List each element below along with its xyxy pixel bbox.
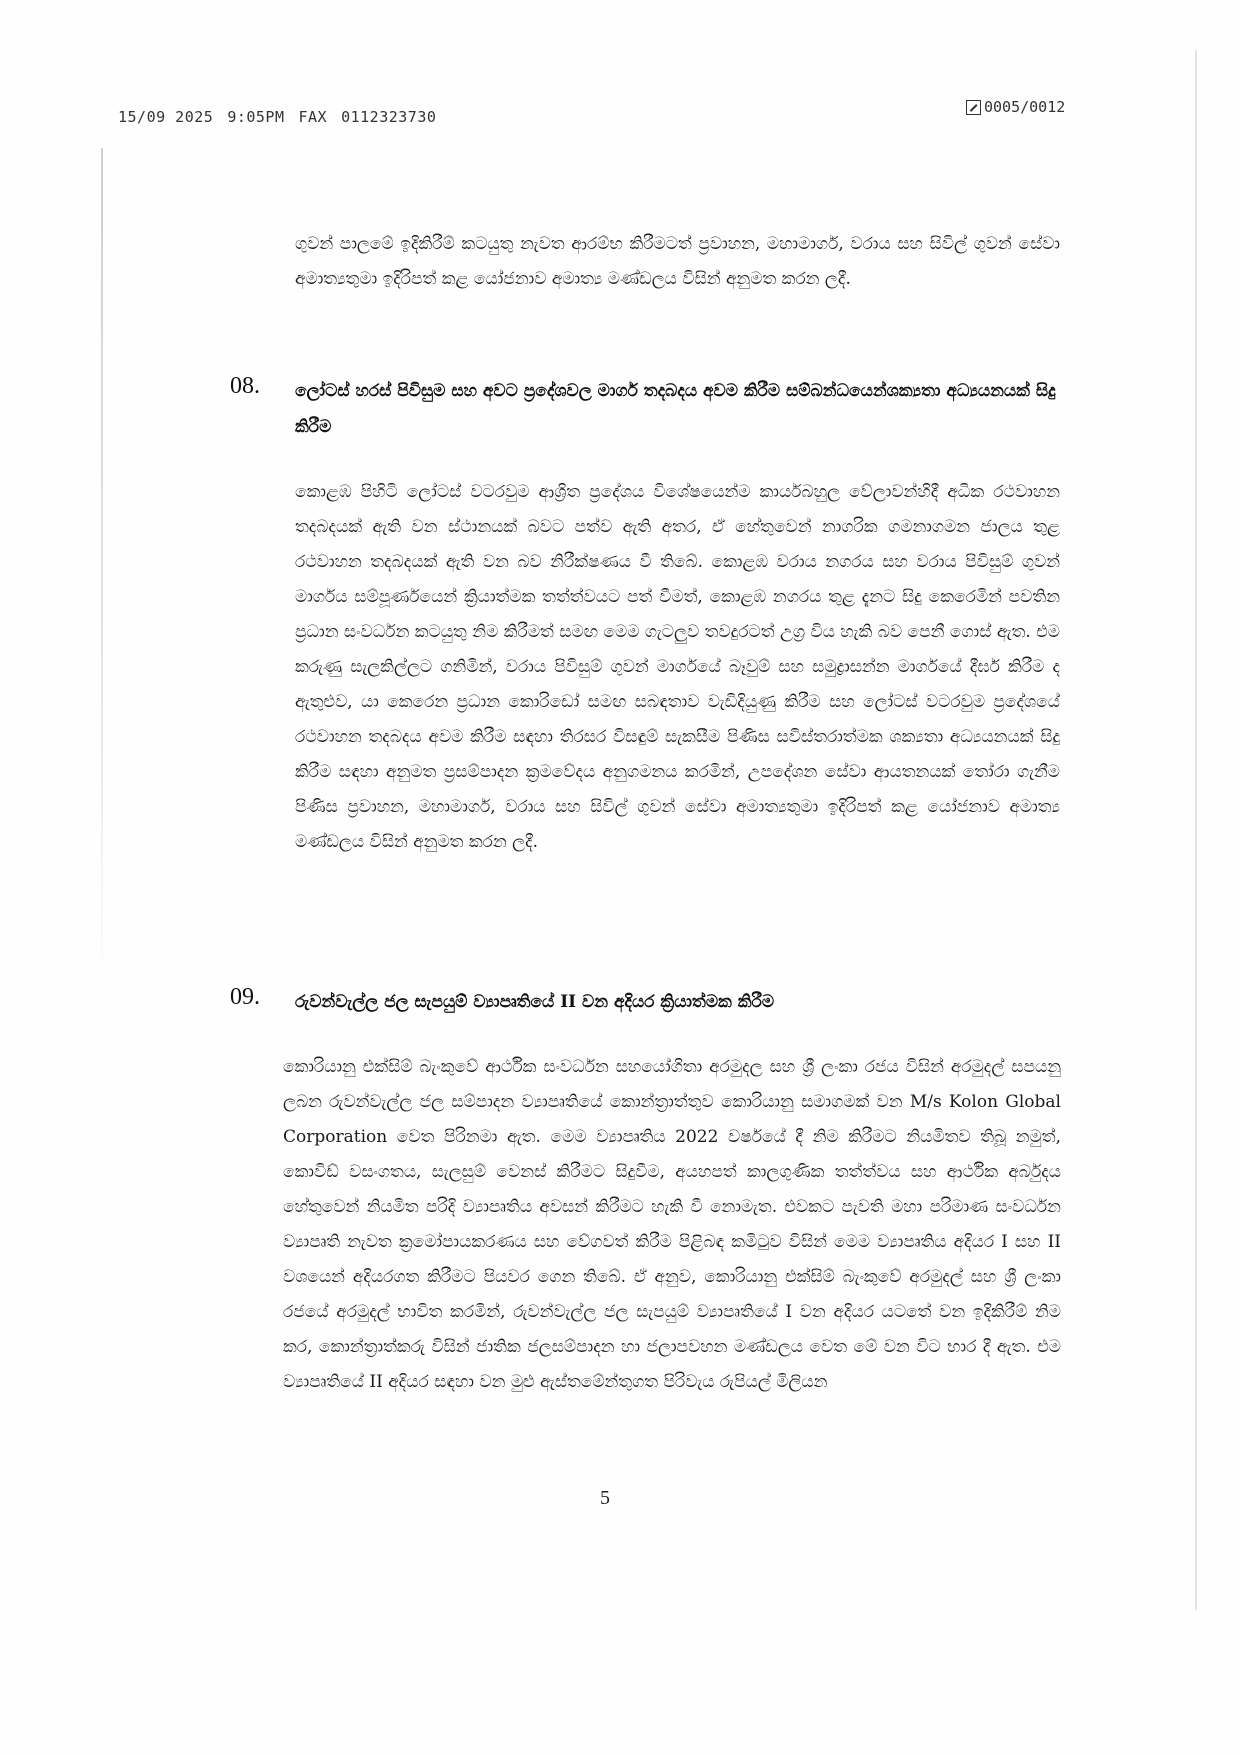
fax-number: 0112323730 bbox=[341, 108, 437, 126]
fax-time: 9:05PM bbox=[227, 108, 285, 126]
section-title-09: රුවන්වැල්ල ජල සැපයුම් ව්‍යාපෘතියේ II වන අදියර ක්‍රියාත්මක කිරීම bbox=[295, 992, 775, 1012]
section-body-08: කොළඹ පිහිටි ලෝටස් වටරවුම ආශ්‍රිත ප්‍රදේශය විශේෂයෙන්ම කාර්යබහුල වේලාවන්හිදී අධික රථවාහන තදබදයක් ඇති වන ස්ථානයක් බවට පත්ව ඇති අතර, ඒ හේතුවෙන් නාගරික ගමනාගමන ජාලය තුළ රථවාහන තදබදයක් ඇති වන බව නිරීක්ෂණය වී තිබේ. කොළඹ වරාය නගරය සහ වරාය පිවිසුම් ගුවන් මාර්ගය සම්පූර්ණයෙන් ක්‍රියාත්මක තත්ත්වයට පත් වීමත්, කොළඹ නගරය තුළ දැනට සිදු කෙරෙමින් පවතින ප්‍රධාන සංවර්ධන කටයුතු නිම කිරීමත් සමඟ මෙම ගැටලුව තවදුරටත් උග්‍ර විය හැකි බව පෙනී ගොස් ඇත. එම කරුණු සැලකිල්ලට ගනිමින්, වරාය පිවිසුම් ගුවන් මාර්ගයේ බෑවුම් සහ සමුද්‍රාසන්න මාර්ගයේ දීර්ඝ කිරීම ද ඇතුළුව, යා කෙරෙන ප්‍රධාන කොරිඩෝ සමඟ සබඳතාව වැඩිදියුණු කිරීම සහ ලෝටස් වටරවුම ප්‍රදේශයේ රථවාහන තදබදය අවම කිරීම සඳහා තිරසර විසඳුම් සැකසීම පිණිස සවිස්තරාත්මක ශක්‍යතා අධ්‍යයනයක් සිදු කිරීම සඳහා අනුමත ප්‍රසම්පාදන ක්‍රමවේදය අනුගමනය කරමින්, උපදේශන සේවා ආයතනයක් තෝරා ගැනීම පිණිස ප්‍රවාහන, මහාමාර්ග, වරාය සහ සිවිල් ගුවන් සේවා අමාත්‍යතුමා ඉදිරිපත් කළ යෝජනාව අමාත්‍ය මණ්ඩලය විසින් අනුමත කරන ලදී. bbox=[295, 482, 1060, 852]
section-number-08: 08. bbox=[230, 373, 260, 399]
section-number-09: 09. bbox=[230, 984, 260, 1010]
scan-edge-left bbox=[101, 148, 103, 988]
section-title-08: ලෝටස් හරස් පිවිසුම සහ අවට ප්‍රදේශවල මාර්ග තදබදය අවම කිරීම සම්බන්ධයෙන්ශක්‍යතා අධ්‍යයනයක් සිදු කිරීම bbox=[295, 381, 1056, 437]
fax-check-icon bbox=[966, 100, 981, 115]
fax-page-counter bbox=[966, 98, 1065, 116]
fax-header bbox=[118, 108, 450, 126]
page-number: 5 bbox=[600, 1487, 610, 1509]
fax-page-counter-text: 0005/0012 bbox=[984, 98, 1066, 116]
scan-edge-right bbox=[1195, 50, 1197, 1610]
section-body-09: කොරියානු එක්සිම් බැංකුවේ ආර්ථික සංවර්ධන සහයෝගිතා අරමුදල සහ ශ්‍රී ලංකා රජය විසින් අරමුදල් සපයනු ලබන රුවන්වැල්ල ජල සම්පාදන ව්‍යාපෘතියේ කොන්ත්‍රාත්තුව කොරියානු සමාගමක් වන M/s Kolon Global Corporation වෙත පිරිනමා ඇත. මෙම ව්‍යාපෘතිය 2022 වර්ෂයේ දී නිම කිරීමට නියමිතව තිබූ නමුත්, කොවිඩ් වසංගතය, සැලසුම් වෙනස් කිරීමට සිදුවීම, අයහපත් කාලගුණික තත්ත්වය සහ ආර්ථික අර්බුදය හේතුවෙන් නියමිත පරිදි ව්‍යාපෘතිය අවසන් කිරීමට හැකි වී නොමැත. එවකට පැවති මහා පරිමාණ සංවර්ධන ව්‍යාපෘති නැවත ක්‍රමෝපායකරණය සහ වේගවත් කිරීම පිළිබඳ කමිටුව විසින් මෙම ව්‍යාපෘතිය අදියර I සහ II වශයෙන් අදියරගත කිරීමට පියවර ගෙන තිබේ. ඒ අනුව, කොරියානු එක්සිම් බැංකුවේ අරමුදල් සහ ශ්‍රී ලංකා රජයේ අරමුදල් භාවිත කරමින්, රුවන්වැල්ල ජල සැපයුම් ව්‍යාපෘතියේ I වන අදියර යටතේ වන ඉදිකිරීම් නිම කර, කොන්ත්‍රාත්කරු විසින් ජාතික ජලසම්පාදන හා ජලාපවහන මණ්ඩලය වෙත මේ වන විට භාර දී ඇත. එම ව්‍යාපෘතියේ II අදියර සඳහා වන මුළු ඇස්තමේන්තුගත පිරිවැය රුපියල් මිලියන bbox=[283, 1057, 1061, 1392]
fax-label: FAX bbox=[298, 108, 328, 126]
fax-date: 15/09 2025 bbox=[118, 108, 214, 126]
continuation-paragraph: ගුවන් පාලමේ ඉදිකිරීම් කටයුතු නැවත ආරම්භ කිරීමටත් ප්‍රවාහන, මහාමාර්ග, වරාය සහ සිවිල් ගුවන් සේවා අමාත්‍යතුමා ඉදිරිපත් කළ යෝජනාව අමාත්‍ය මණ්ඩලය විසින් අනුමත කරන ලදී. bbox=[295, 234, 1060, 289]
